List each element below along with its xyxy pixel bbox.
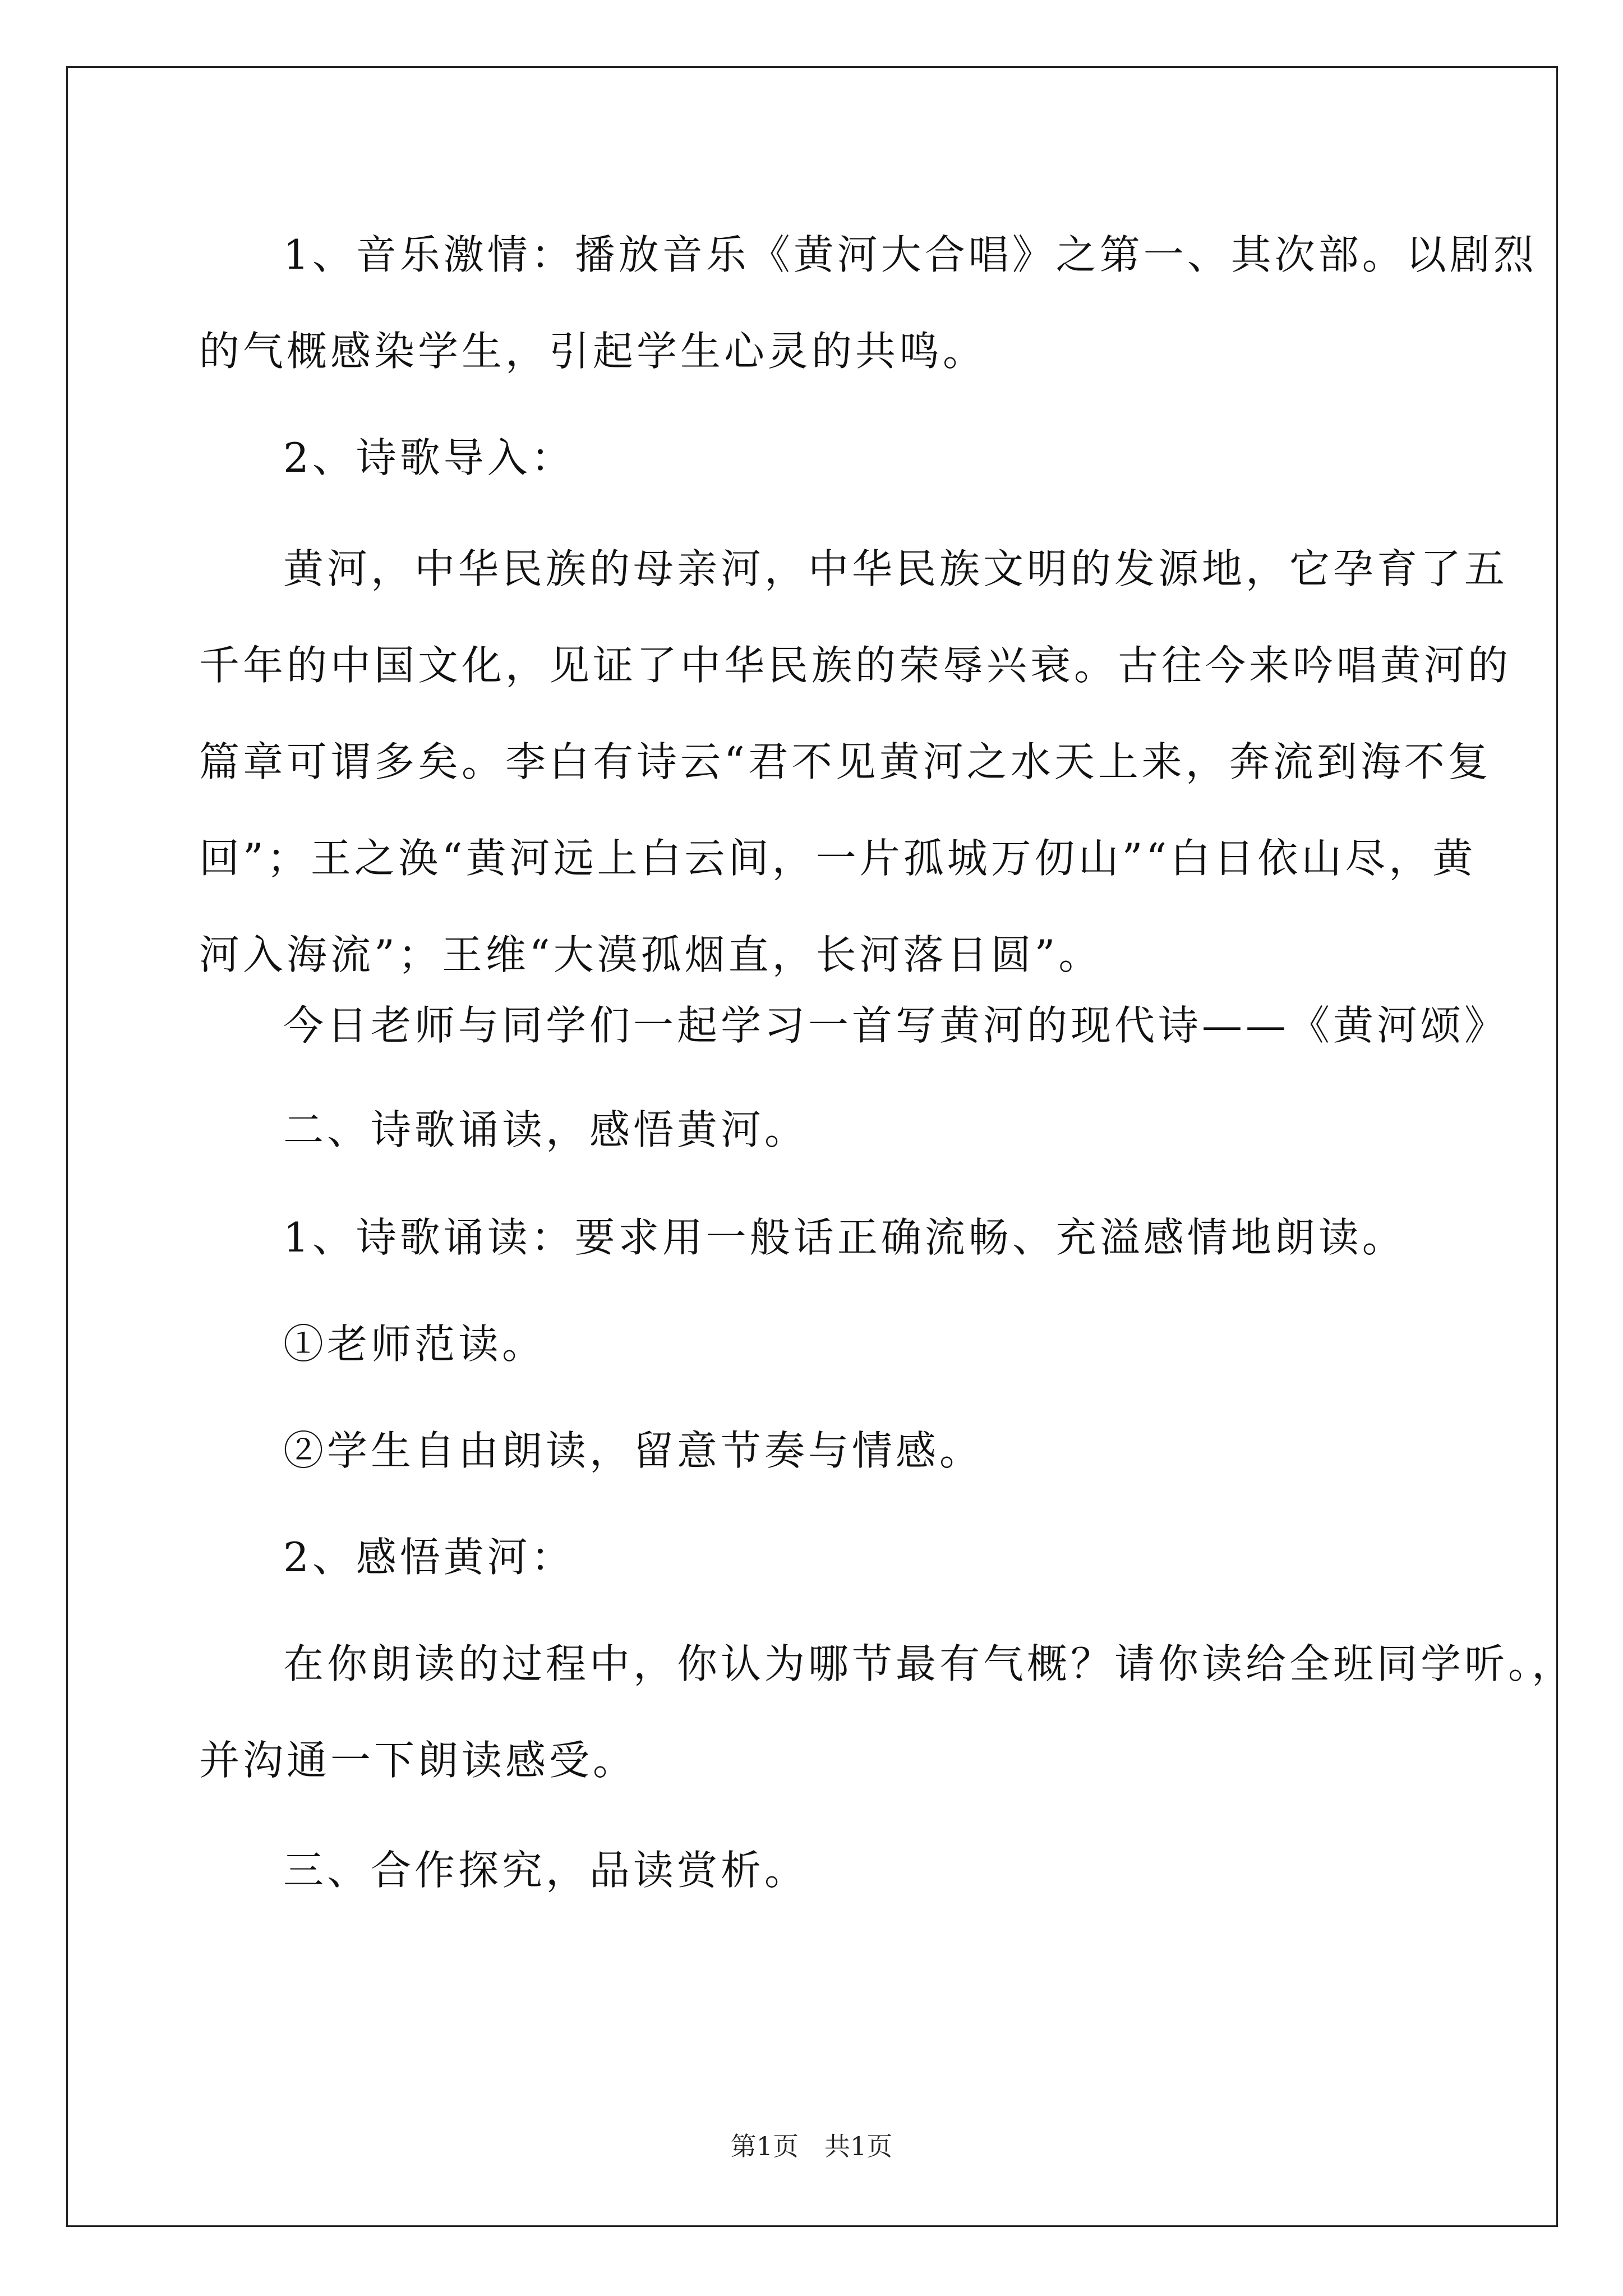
text-line: ②学生自由朗读，留意节奏与情感。 [283, 1427, 984, 1474]
text-line: ①老师范读。 [283, 1320, 546, 1368]
text-line: 三、合作探究，品读赏析。 [283, 1847, 809, 1894]
paragraph-poem-intro-heading [199, 409, 1424, 506]
text-line: 今日老师与同学们一起学习一首写黄河的现代诗——《黄河颂》 [283, 1002, 1509, 1049]
text-line: 1、诗歌诵读：要求用一般话正确流畅、充溢感情地朗读。 [283, 1214, 1406, 1261]
text-line: 1、音乐激情：播放音乐《黄河大合唱》之第一、其次部。以剧烈 [283, 231, 1537, 278]
paragraph-music-intro [199, 206, 1537, 399]
paragraph-section-two-heading [199, 1082, 1424, 1178]
paragraph-student-reading [199, 1402, 1424, 1499]
text-line: 2、诗歌导入： [283, 434, 575, 481]
text-line: 二、诗歌诵读，感悟黄河。 [283, 1106, 809, 1153]
text-line: 篇章可谓多矣。李白有诗云“君不见黄河之水天上来，奔流到海不复 [199, 738, 1492, 785]
text-line: 千年的中国文化，见证了中华民族的荣辱兴衰。古往今来吟唱黄河的 [199, 642, 1512, 689]
paragraph-poem-reading [199, 1189, 1424, 1286]
text-line: 回”；王之涣“黄河远上白云间，一片孤城万仞山”“白日依山尽，黄 [199, 835, 1477, 882]
paragraph-yellow-river [199, 521, 1512, 1003]
text-line: 的气概感染学生，引起学生心灵的共鸣。 [199, 328, 987, 375]
paragraph-reading-question [199, 1616, 1576, 1809]
text-line: 黄河，中华民族的母亲河，中华民族文明的发源地，它孕育了五 [283, 545, 1509, 592]
paragraph-section-three-heading [199, 1822, 1424, 1918]
text-line: 河入海流”；王维“大漠孤烟直，长河落日圆”。 [199, 931, 1103, 978]
text-line: 2、感悟黄河： [283, 1534, 575, 1581]
paragraph-today-lesson [199, 977, 1509, 1074]
paragraph-teacher-reading [199, 1296, 1424, 1392]
paragraph-feel-river-heading [199, 1509, 1424, 1605]
page-footer: 第1页 共1页 [730, 2131, 893, 2161]
text-line: 并沟通一下朗读感受。 [199, 1737, 637, 1784]
text-line: 在你朗读的过程中，你认为哪节最有气概？请你读给全班同学听。， [283, 1640, 1576, 1687]
